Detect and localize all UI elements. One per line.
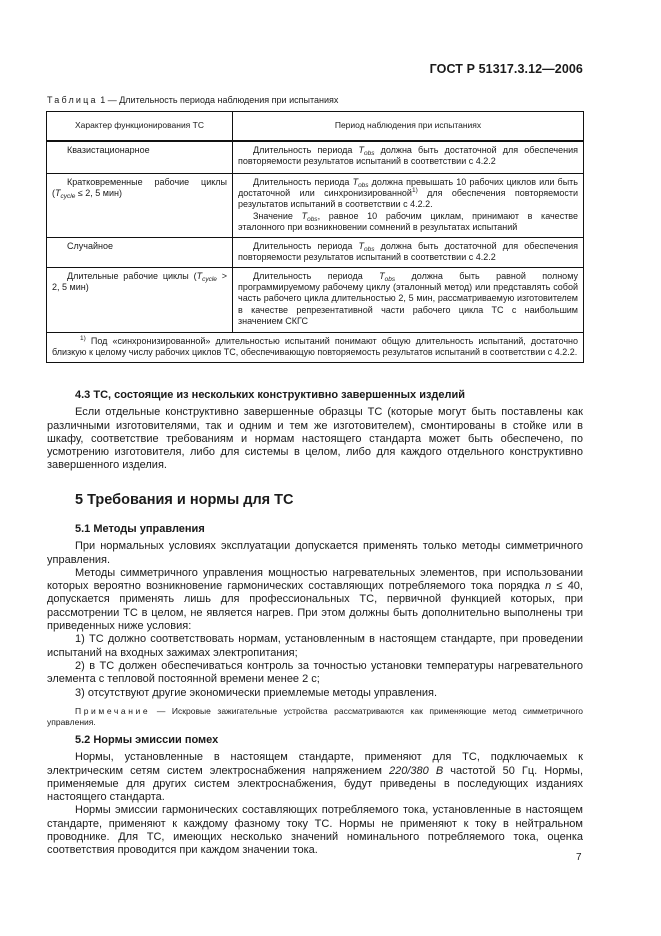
list-item: 1) ТС должно соответствовать нормам, установленным в настоящем стандарте, при проведении испытаний на входных зажимах электропитания; [47,633,583,659]
list-item: 3) отсутствуют другие экономически приемлемые методы управления. [75,686,438,699]
section-5 [47,494,583,507]
note-text: — Искровые зажигательные устройства рассматриваются как применяющие метод симметричного управления. [47,705,583,728]
mode-cell: Длительные рабочие циклы ($T_{cycle} > 2$, 5 мин) [52,270,227,292]
table-caption-prefix: Таблица [47,95,98,105]
mode-cell: Квазистационарное [67,145,150,155]
document-code: ГОСТ Р 51317.3.12—2006 [429,62,583,76]
table-header-row [47,112,584,142]
section-heading: 5.2 Нормы эмиссии помех [75,734,219,746]
column-header-mode: Характер функционирования ТС [47,112,233,142]
list-item: 2) в ТС должен обеспечиваться контроль за точностью установки температуры нагревательного элемента с тепловой постоянной времени менее 2 с; [47,659,583,686]
chapter-heading: 5 Требования и нормы для ТС [75,492,294,508]
paragraph: Нормы, установленные в настоящем стандарте, применяют для ТС, подключаемых к электрическим сетям систем электроснабжения напряжением 220/380 В частотой 50 Гц. Нормы, применяемые для других систем электроснабжения, будут приведены в последующих изданиях настоящего стандарта. [47,751,583,804]
paragraph: При нормальных условиях эксплуатации допускается применять только методы симметричного управления. [47,540,583,566]
section-heading: 4.3 ТС, состоящие из нескольких конструктивно завершенных изделий [75,389,466,401]
table-row [47,141,584,173]
table-row [47,267,584,332]
table-caption [47,95,338,105]
section-4-3 [47,389,583,473]
paragraph: Методы симметричного управления мощностью нагревательных элементов, при использовании которых вероятно возникновение гармонических составляющих потребляемого тока порядка n ≤ 40, допускается применять лишь для профессиональных ТС, первичной функцией которых, при рассмотрении ТС в целом, не является нагрев. При этом должны быть дополнительно выполнены три приведенных ниже условия: [47,566,583,633]
column-header-period: Период наблюдения при испытаниях [233,112,584,142]
note-label: Примечание [75,705,151,716]
observation-period-table [46,111,584,363]
period-cell-note: Значение $T_{obs}$, равное 10 рабочим циклам, принимают в качестве эталонного при возникновении сомнений в результатах испытаний [238,210,578,233]
table-row [47,237,584,267]
table-footnote: $^{1)}$ Под «синхронизированной» длительностью испытаний понимают общую длительность испытаний, достаточно близкую к целому числу рабочих циклов ТС, обеспечивающую повторяемость результатов испытаний в соответствии с 4.2.2. [52,334,578,357]
section-5-2 [47,734,583,858]
footnote-ref[interactable]: 1) [411,186,418,194]
period-cell: Длительность периода $T_{obs}$ должна быть достаточной для обеспечения повторяемости результатов испытаний в соответствии с 4.2.2 [238,240,578,262]
table-caption-title: 1 — Длительность периода наблюдения при испытаниях [97,95,339,105]
paragraph: Если отдельные конструктивно завершенные образцы ТС (которые могут быть поставлены как различными изготовителями, так и одним и тем же изготовителем), смонтированы в стойке или в шкафу, соответствие требованиям и нормам настоящего стандарта может быть обеспечено, по усмотрению изготовителя, либо для системы в целом, либо для каждого отдельного конструктивно завершенного изделия. [47,406,583,472]
mode-cell: Случайное [67,240,113,251]
note [47,706,583,729]
section-heading: 5.1 Методы управления [75,523,205,535]
mode-cell: Кратковременные рабочие циклы ($T_{cycle} \le 2$, 5 мин) [52,176,227,200]
table-footnote-row [47,332,584,363]
section-5-1 [47,523,583,729]
period-cell: Длительность периода $T_{obs}$ должна быть равной полному программируемому рабочему циклу (эталонный метод) или представлять собой часть рабочего цикла длительностью 2, 5 мин, рассматриваемую изготовителем в качестве репрезентативной части рабочего цикла ТС с наибольшим значением СКГС [238,270,578,327]
period-cell: Длительность периода $T_{obs}$ должна быть достаточной для обеспечения повторяемости результатов испытаний в соответствии с 4.2.2 [238,145,578,167]
paragraph: Нормы эмиссии гармонических составляющих потребляемого тока, установленные в настоящем стандарте, применяют к каждому фазному току ТС. Нормы не применяют к току в нейтральном проводнике. Для ТС, имеющих несколько значений номинального потребляемого тока, оценка соответствия проводится при каждом значении тока. [47,804,583,857]
table-row [47,173,584,237]
period-cell: Длительность периода $T_{obs}$ должна превышать 10 рабочих циклов или быть достаточной или синхронизированной$^{1)}$ для обеспечения повторяемости результатов испытаний в соответствии с 4.2.2. [238,176,578,210]
page-number: 7 [576,852,582,863]
